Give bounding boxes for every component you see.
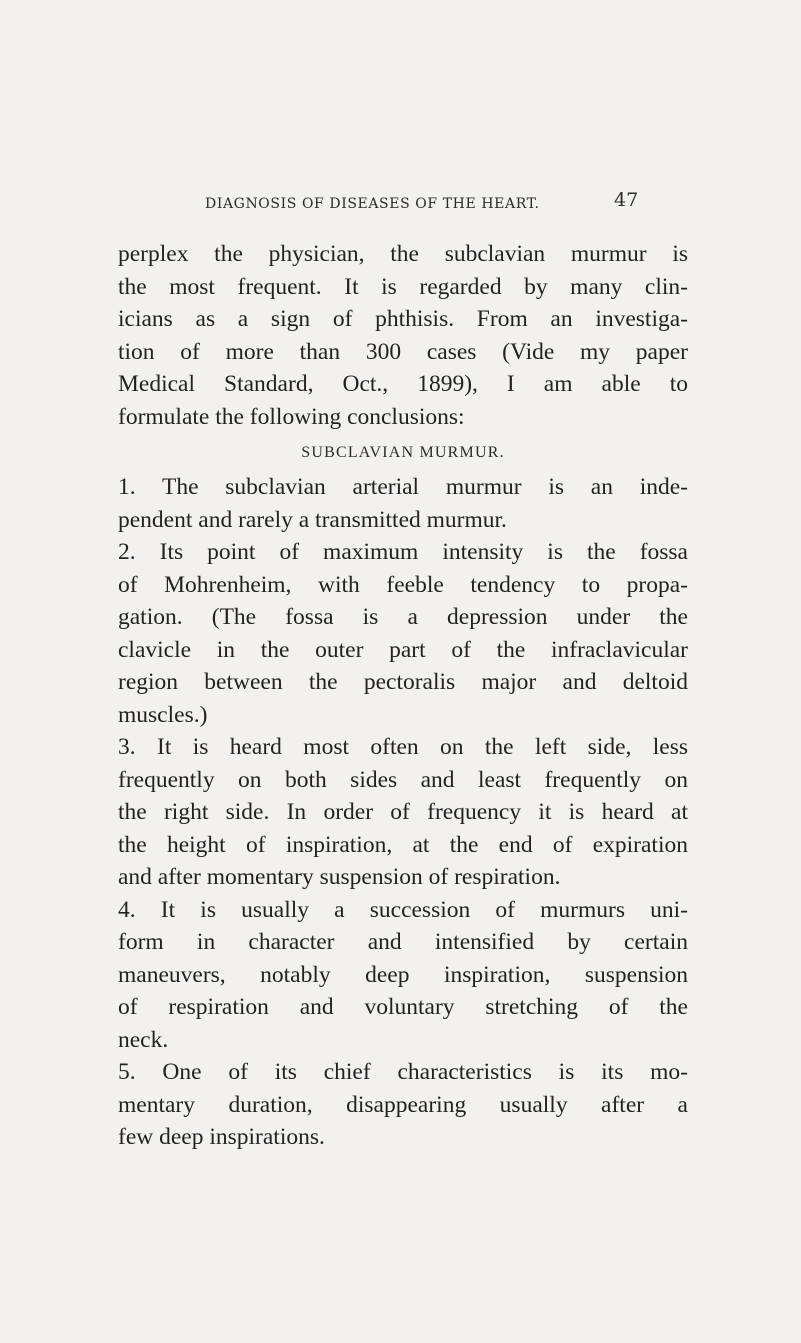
text-line: mentary duration, disappearing usually after a	[118, 1091, 688, 1118]
text-line: neck.	[118, 1026, 169, 1053]
text-line: 3. It is heard most often on the left side, less	[118, 734, 688, 760]
text-line: the right side. In order of frequency it is heard at	[118, 799, 688, 825]
text-line: few deep inspirations.	[118, 1124, 325, 1150]
text-line: 4. It is usually a succession of murmurs uni-	[118, 896, 688, 923]
intro-paragraph	[118, 238, 688, 433]
text-line: gation. (The fossa is a depression under the	[118, 604, 688, 630]
text-line: the most frequent. It is regarded by many clin-	[118, 273, 688, 300]
page-number: 47	[614, 189, 639, 211]
text-line: muscles.)	[118, 701, 208, 728]
text-line: and after momentary suspension of respiration.	[118, 864, 561, 890]
text-line: clavicle in the outer part of the infraclavicular	[118, 636, 688, 663]
conclusion-5	[118, 1056, 688, 1154]
text-line: 5. One of its chief characteristics is its mo-	[118, 1059, 688, 1085]
body-text	[118, 238, 688, 1154]
text-line: 2. Its point of maximum intensity is the fossa	[118, 539, 688, 565]
text-line: of Mohrenheim, with feeble tendency to propa-	[118, 571, 688, 598]
text-line: frequently on both sides and least frequently on	[118, 766, 688, 793]
conclusion-3	[118, 731, 688, 894]
text-line: of respiration and voluntary stretching of the	[118, 994, 688, 1020]
conclusion-2	[118, 536, 688, 731]
conclusion-1	[118, 471, 688, 536]
section-heading: SUBCLAVIAN MURMUR.	[301, 444, 505, 461]
text-line: maneuvers, notably deep inspiration, suspension	[118, 961, 688, 988]
text-line: icians as a sign of phthisis. From an investiga-	[118, 306, 688, 332]
text-line: region between the pectoralis major and deltoid	[118, 669, 688, 695]
text-line: 1. The subclavian arterial murmur is an inde-	[118, 474, 688, 500]
text-line: tion of more than 300 cases (Vide my paper	[118, 338, 688, 365]
text-line: Medical Standard, Oct., 1899), I am able to	[118, 371, 688, 397]
running-head: DIAGNOSIS OF DISEASES OF THE HEART.	[205, 196, 540, 212]
text-line: form in character and intensified by certain	[118, 929, 688, 955]
conclusion-4	[118, 894, 688, 1057]
text-line: the height of inspiration, at the end of expiration	[118, 831, 688, 858]
text-line: perplex the physician, the subclavian murmur is	[118, 241, 688, 267]
text-line: pendent and rarely a transmitted murmur.	[118, 506, 507, 533]
text-line: formulate the following conclusions:	[118, 403, 465, 430]
